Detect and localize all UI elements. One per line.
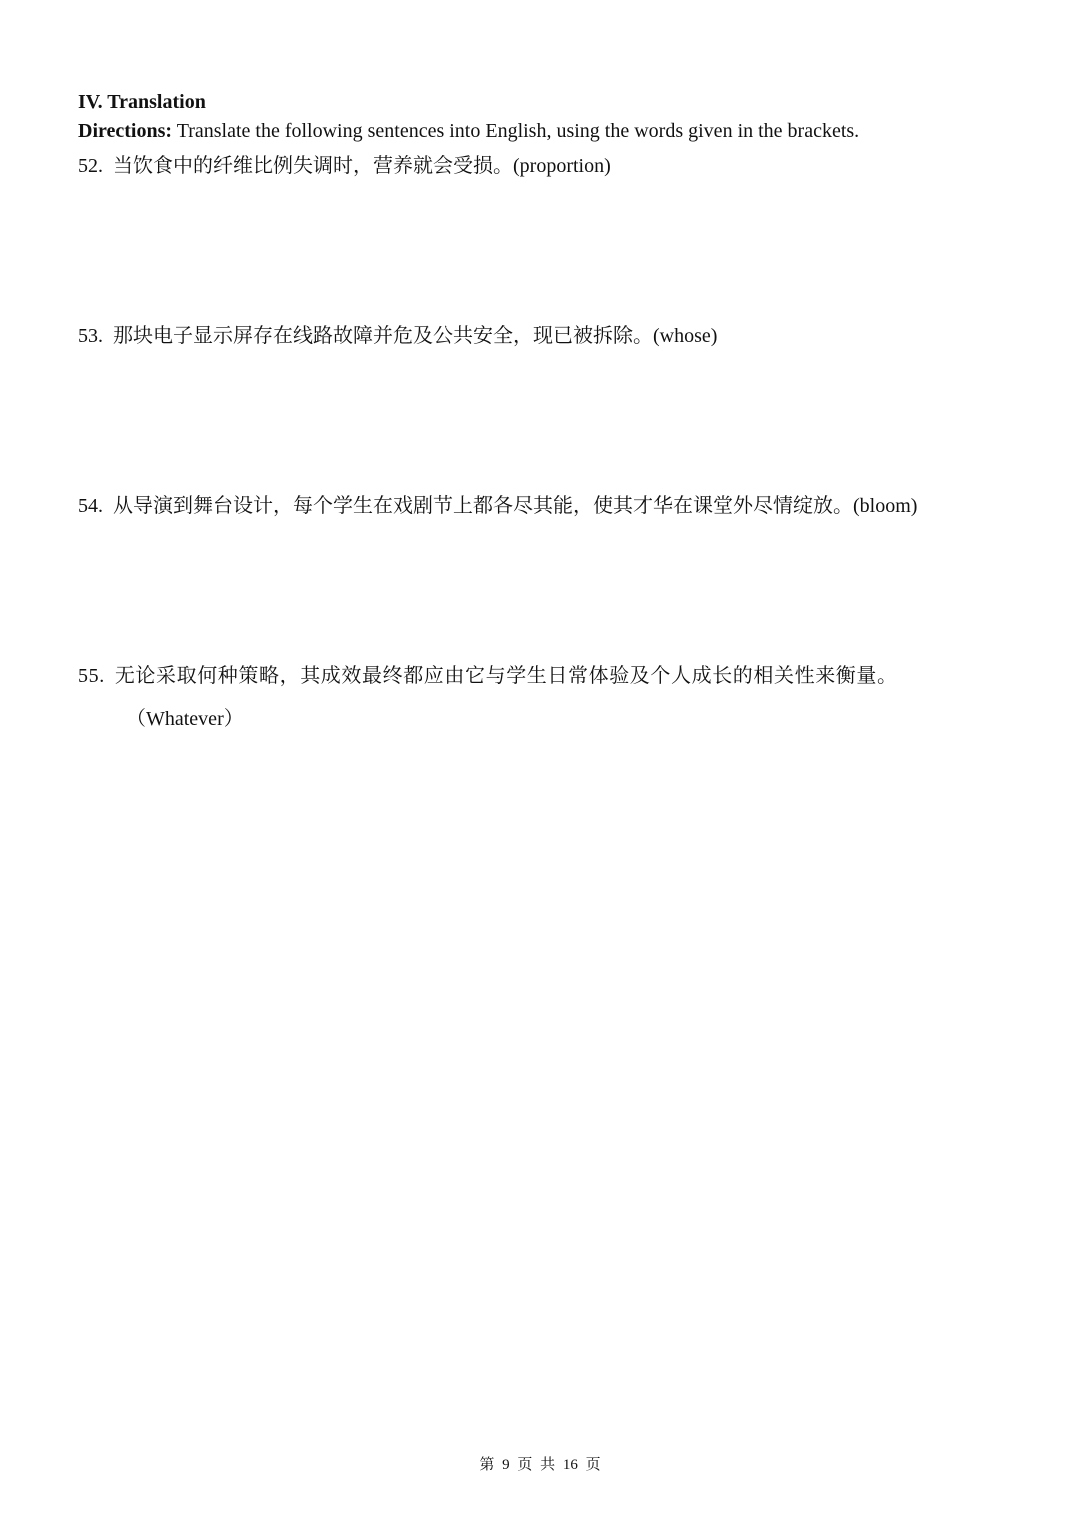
section-title: IV. Translation [78, 91, 206, 113]
question-text: 那块电子显示屏存在线路故障并危及公共安全，现已被拆除。(whose) [113, 325, 718, 347]
question-55 [78, 663, 898, 689]
question-text: 无论采取何种策略，其成效最终都应由它与学生日常体验及个人成长的相关性来衡量。 [114, 665, 898, 687]
question-number: 54. [78, 495, 103, 517]
question-53 [78, 323, 717, 349]
question-55-keyword: （Whatever） [126, 708, 244, 730]
question-54 [78, 493, 917, 519]
page-footer: 第 9 页 共 16 页 [479, 1457, 601, 1473]
question-number: 53. [78, 325, 103, 347]
question-text: 从导演到舞台设计，每个学生在戏剧节上都各尽其能，使其才华在课堂外尽情绽放。(bloom) [113, 495, 918, 517]
question-52 [78, 153, 611, 179]
directions-text: Translate the following sentences into English, using the words given in the brackets. [176, 120, 860, 142]
question-number: 55. [78, 665, 105, 687]
directions [78, 118, 859, 144]
directions-label: Directions: [78, 120, 173, 142]
question-text: 当饮食中的纤维比例失调时，营养就会受损。(proportion) [113, 155, 611, 177]
question-number: 52. [78, 155, 103, 177]
